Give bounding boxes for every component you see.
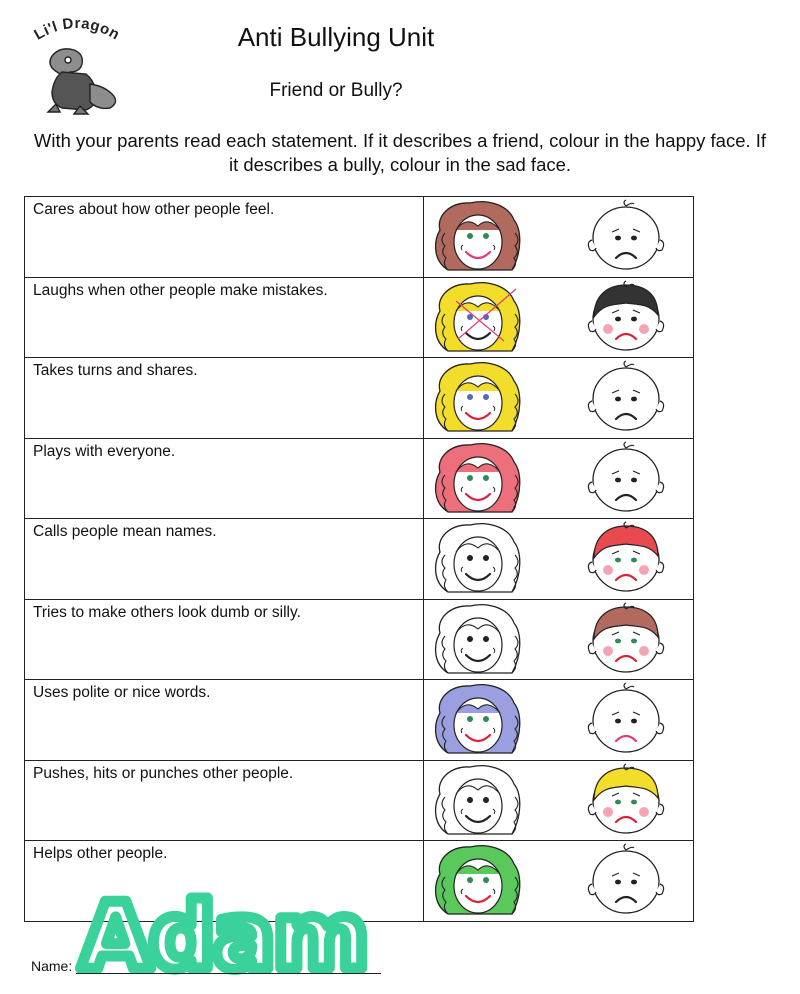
happy-face-icon[interactable] [430,200,526,272]
statement-cell [25,197,424,278]
statement-row [25,438,694,519]
happy-face-icon[interactable] [430,683,526,755]
logo-text: Li'l Dragon [31,14,123,44]
happy-face-icon[interactable] [430,844,526,916]
statement-row [25,519,694,600]
statement-cell [25,358,424,439]
statement-row [25,277,694,358]
faces-cell [424,599,694,680]
faces-cell [424,277,694,358]
faces-cell [424,519,694,600]
happy-face-icon[interactable] [430,361,526,433]
statement-cell [25,680,424,761]
sad-face-icon[interactable] [582,683,668,755]
statement-cell [25,760,424,841]
faces-cell [424,760,694,841]
statement-text: Helps other people. [33,845,168,862]
statement-row [25,680,694,761]
statement-row [25,197,694,278]
name-signature [72,880,368,990]
sad-face-icon[interactable] [582,522,668,594]
friend-or-bully-table [24,196,694,922]
page-subtitle: Friend or Bully? [269,80,403,101]
faces-cell [424,358,694,439]
faces-cell [424,438,694,519]
statement-text: Laughs when other people make mistakes. [33,281,328,299]
sad-face-icon[interactable] [582,603,668,675]
name-label: Name: [31,958,73,974]
statement-row [25,760,694,841]
statement-text: Plays with everyone. [33,442,176,460]
happy-face-icon[interactable] [430,522,526,594]
name-line [76,973,381,974]
statement-cell [25,438,424,519]
sad-face-icon[interactable] [582,764,668,836]
statement-cell [25,277,424,358]
happy-face-icon[interactable] [430,603,526,675]
instructions: With your parents read each statement. If it describes a friend, colour in the happy face. If it describes a bully, colour in the sad face. [33,130,767,175]
statement-cell [25,599,424,680]
page-title: Anti Bullying Unit [237,22,435,52]
name-value: Adam [80,883,368,990]
happy-face-icon[interactable] [430,442,526,514]
happy-face-icon[interactable] [430,281,526,353]
sad-face-icon[interactable] [582,200,668,272]
statement-cell [25,519,424,600]
faces-cell [424,680,694,761]
happy-face-icon[interactable] [430,764,526,836]
statement-row [25,599,694,680]
statement-row [25,358,694,439]
faces-cell [424,841,694,922]
sad-face-icon[interactable] [582,361,668,433]
statement-text: Cares about how other people feel. [33,201,275,218]
statement-text: Tries to make others look dumb or silly. [33,603,301,621]
sad-face-icon[interactable] [582,844,668,916]
statement-text: Pushes, hits or punches other people. [33,764,294,782]
faces-cell [424,197,694,278]
sad-face-icon[interactable] [582,281,668,353]
statement-text: Calls people mean names. [33,523,217,540]
sad-face-icon[interactable] [582,442,668,514]
statement-text: Uses polite or nice words. [33,684,211,701]
statement-text: Takes turns and shares. [33,362,198,379]
